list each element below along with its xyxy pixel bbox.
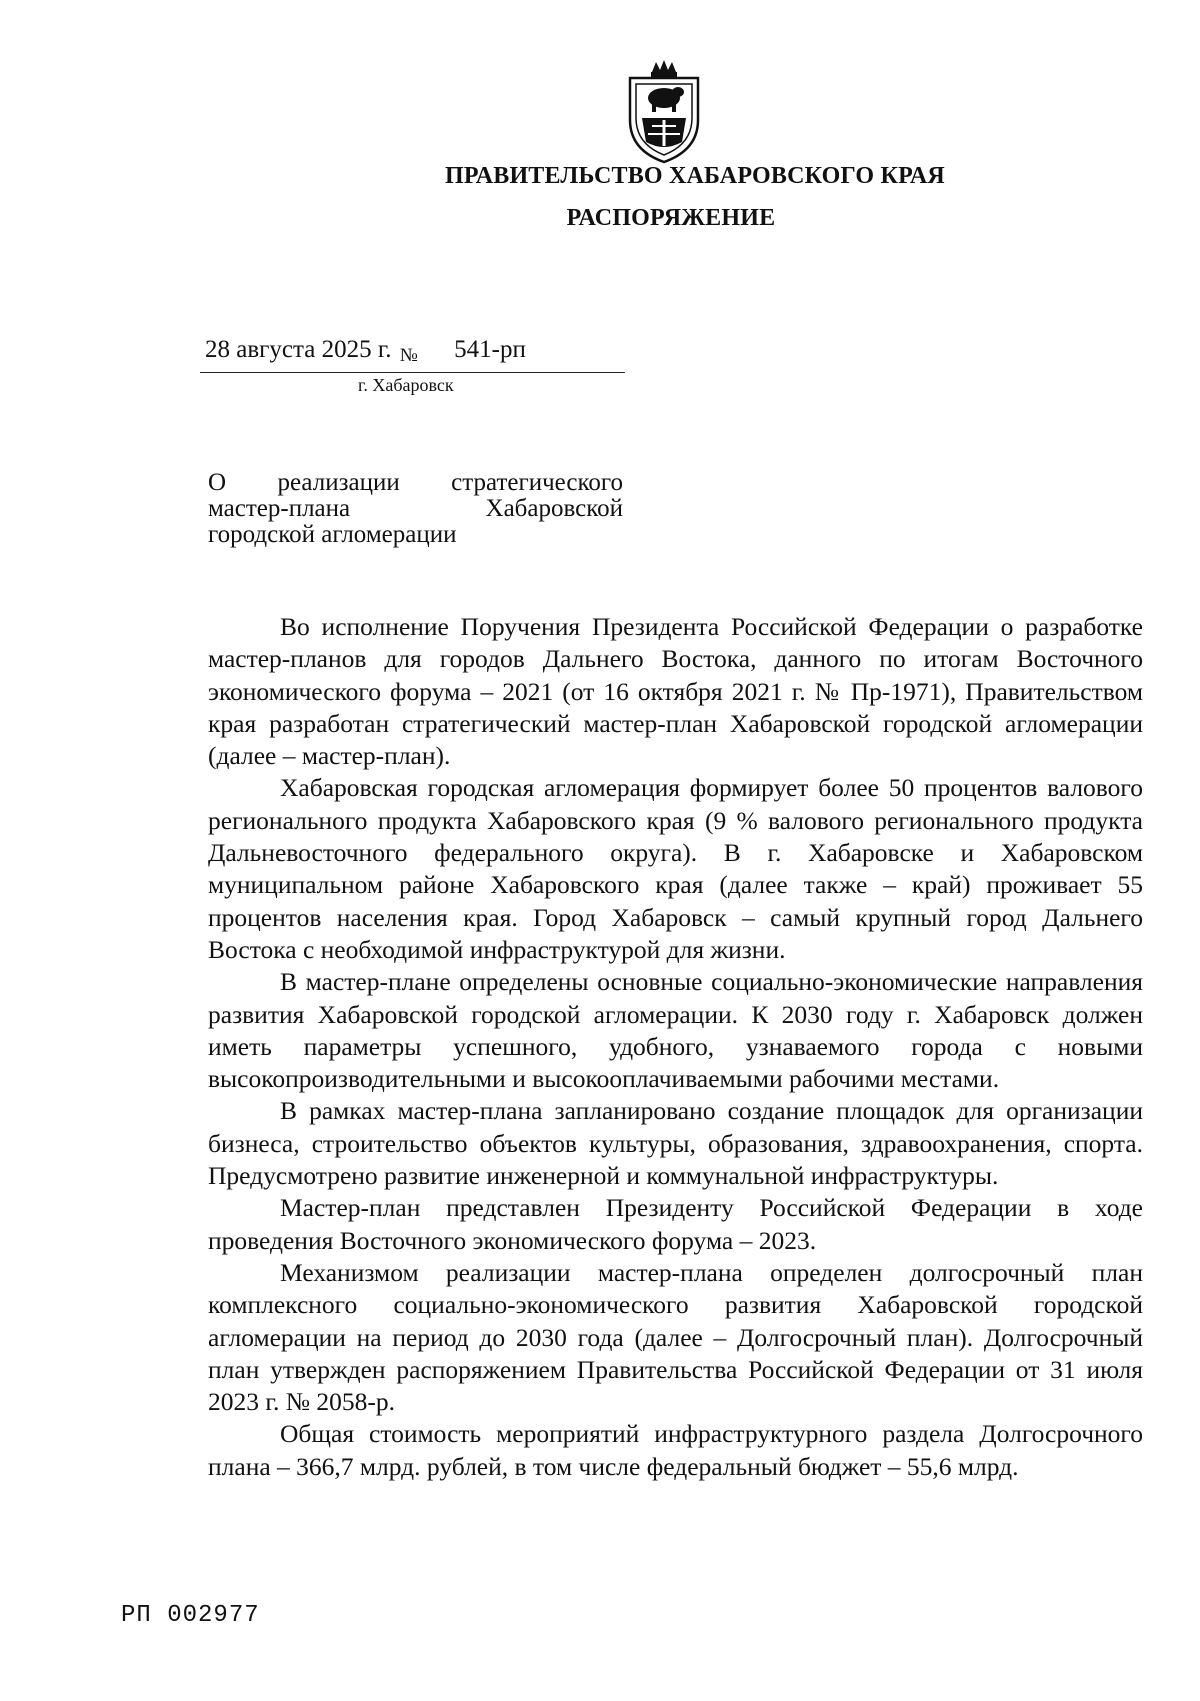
- document-subject: [208, 470, 623, 548]
- subject-line: О реализации стратегического: [208, 469, 623, 496]
- body-paragraph: Мастер-план представлен Президенту Российской Федерации в ходе проведения Восточного экономического форума – 2023.: [208, 1193, 1143, 1255]
- document-body: [208, 611, 1143, 1483]
- body-paragraph: Механизмом реализации мастер-плана определен долгосрочный план комплексного социально-экономического развития Хабаровской городской агломерации на период до 2030 года (далее – Долгосрочный план). Долгосрочный план утвержден распоряжением Правительства Российской Федерации от 31 июля 2023 г. № 2058-р.: [208, 1257, 1143, 1417]
- date-underline: [200, 372, 625, 373]
- document-number: 541-рп: [454, 336, 526, 363]
- body-paragraph: Общая стоимость мероприятий инфраструктурного раздела Долгосрочного плана – 366,7 млрд. рублей, в том числе федеральный бюджет – 55,6 млрд.: [208, 1419, 1143, 1481]
- body-paragraph: Хабаровская городская агломерация формирует более 50 процентов валового регионального продукта Хабаровского края (9 % валового регионального продукта Дальневосточного федерального округа). В г. Хабаровске и Хабаровском муниципальном районе Хабаровского края (далее также – край) проживает 55 процентов населения края. Город Хабаровск – самый крупный город Дальнего Востока с необходимой инфраструктурой для жизни.: [208, 773, 1143, 964]
- number-sign: №: [399, 345, 418, 366]
- document-date: 28 августа 2025 г.: [205, 336, 392, 363]
- body-paragraph: В мастер-плане определены основные социально-экономические направления развития Хабаровской городской агломерации. К 2030 году г. Хабаровск должен иметь параметры успешного, удобного, узнаваемого города с новыми высокопроизводительными и высокооплачиваемыми рабочими местами.: [208, 967, 1143, 1094]
- body-paragraph: В рамках мастер-плана запланировано создание площадок для организации бизнеса, строительство объектов культуры, образования, здравоохранения, спорта. Предусмотрено развитие инженерной и коммунальной инфраструктуры.: [208, 1096, 1143, 1191]
- coat-of-arms-emblem-icon: [622, 58, 706, 166]
- document-date-number: [205, 336, 526, 364]
- organization-name: ПРАВИТЕЛЬСТВО ХАБАРОВСКОГО КРАЯ: [445, 163, 945, 189]
- subject-line: мастер-плана Хабаровской: [208, 495, 623, 522]
- document-city: г. Хабаровск: [358, 375, 454, 395]
- footer-document-code: РП 002977: [121, 1602, 260, 1629]
- document-type: РАСПОРЯЖЕНИЕ: [566, 205, 776, 231]
- subject-line: городской агломерации: [208, 521, 457, 548]
- body-paragraph: Во исполнение Поручения Президента Российской Федерации о разработке мастер-планов для городов Дальнего Востока, данного по итогам Восточного экономического форума – 2021 (от 16 октября 2021 г. № Пр-1971), Правительством края разработан стратегический мастер-план Хабаровской городской агломерации (далее – мастер-план).: [208, 612, 1143, 771]
